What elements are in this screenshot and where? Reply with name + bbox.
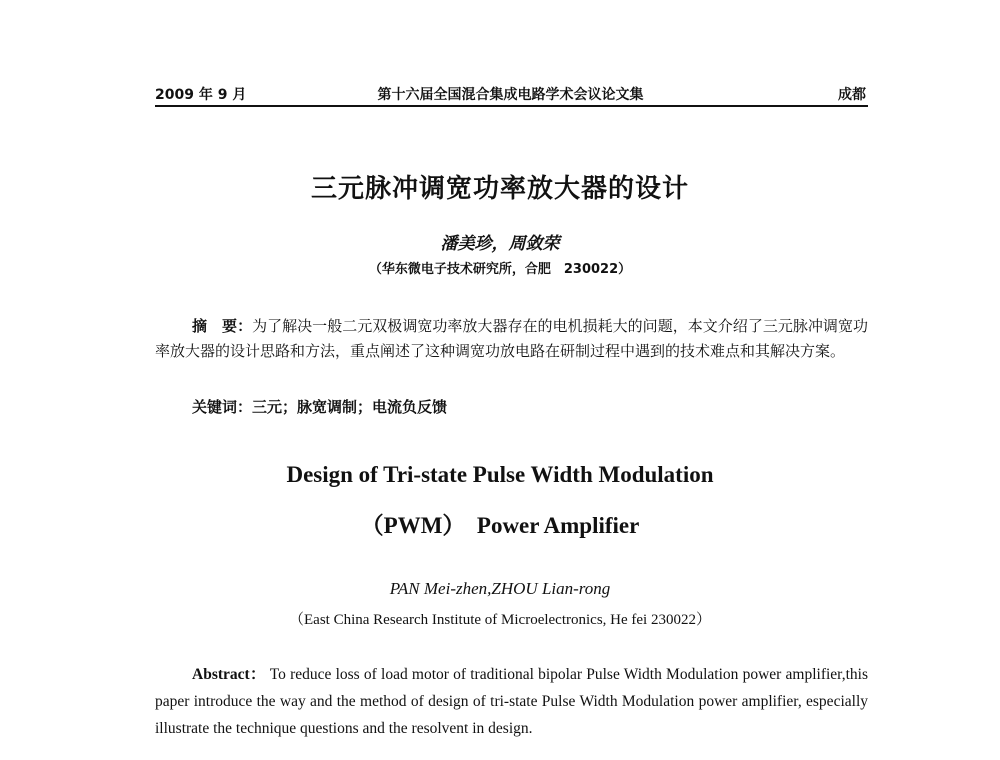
affiliation-en: （East China Research Institute of Microelectronics, He fei 230022）	[289, 612, 711, 628]
header-city: 成都	[838, 87, 866, 103]
abstract-cn-label: 摘 要：	[192, 317, 253, 335]
running-header	[155, 84, 866, 106]
abstract-en	[155, 661, 868, 742]
header-rule	[155, 105, 868, 107]
header-proceedings: 第十六届全国混合集成电路学术会议论文集	[377, 87, 644, 103]
abstract-cn	[155, 314, 868, 364]
authors-en: PAN Mei-zhen,ZHOU Lian-rong	[389, 579, 611, 598]
paper-title-en-line1: Design of Tri-state Pulse Width Modulation	[286, 462, 714, 487]
paper-title-cn: 三元脉冲调宽功率放大器的设计	[310, 174, 689, 204]
abstract-cn-text: 为了解决一般二元双极调宽功率放大器存在的电机损耗大的问题，本文介绍了三元脉冲调宽功率放大器的设计思路和方法，重点阐述了这种调宽功放电路在研制过程中遇到的技术难点和其解决方案。	[155, 317, 868, 360]
header-date: 2009 年 9 月	[155, 87, 247, 103]
keywords-cn: 关键词：三元；脉宽调制；电流负反馈	[192, 398, 448, 416]
abstract-en-label: Abstract：	[192, 666, 266, 683]
paper-title-en-line2: （PWM） Power Amplifier	[360, 513, 640, 538]
authors-cn: 潘美珍，周敛荣	[440, 234, 560, 254]
affiliation-cn: （华东微电子技术研究所，合肥 230022）	[368, 262, 632, 277]
abstract-en-text: To reduce loss of load motor of traditional bipolar Pulse Width Modulation power amplifier,this paper introduce the way and the method of design of tri-state Pulse Width Modulation power amplifier, especially illustrate the technique questions and the resolvent in design.	[155, 666, 868, 737]
